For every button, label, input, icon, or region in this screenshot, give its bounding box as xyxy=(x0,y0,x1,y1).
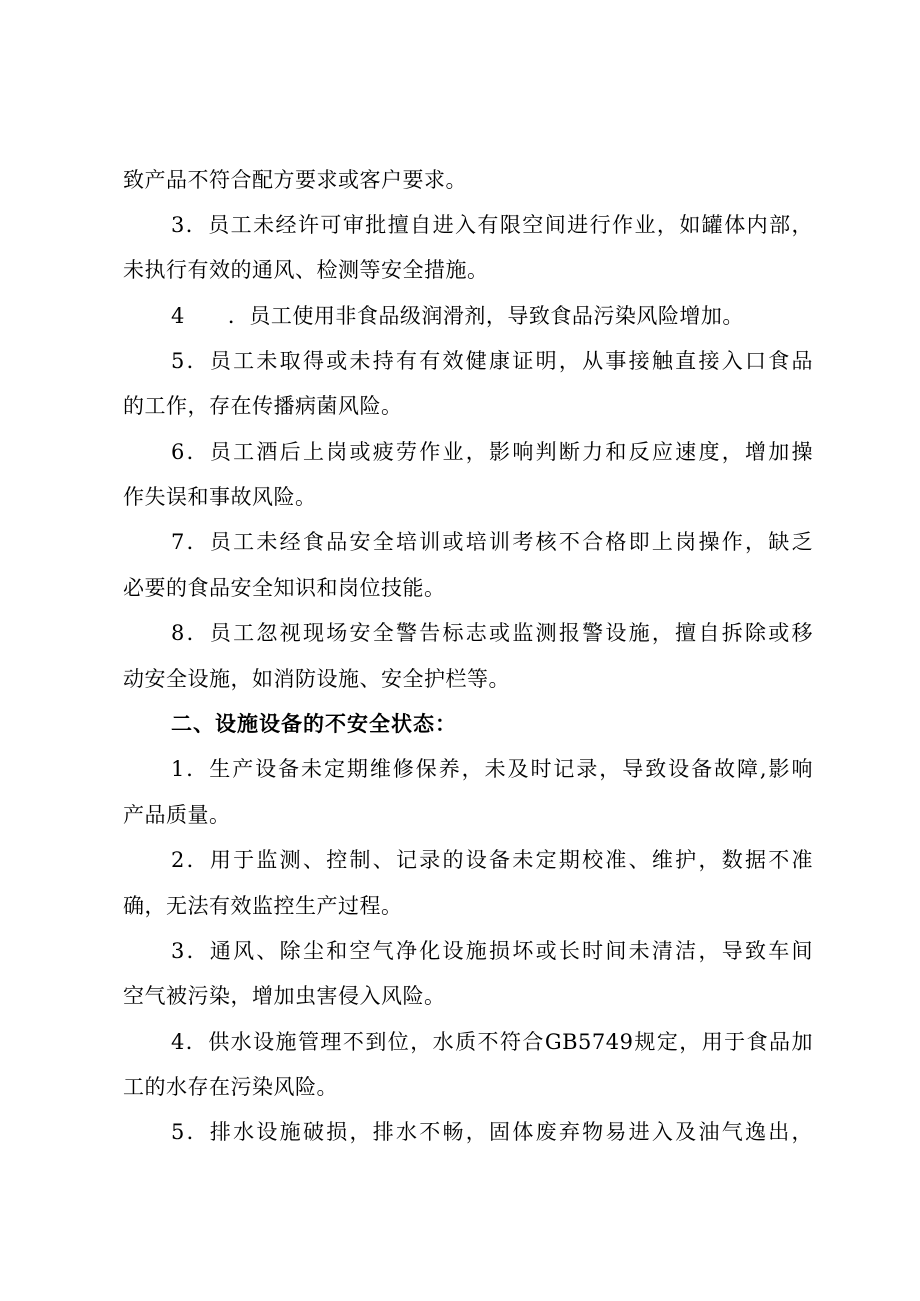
item-2-equipment-line-1: 2．用于监测、控制、记录的设备未定期校准、维护，数据不准 xyxy=(171,848,813,872)
item-5-staff-line-2: 的工作，存在传播病菌风险。 xyxy=(123,394,403,418)
section-heading-equipment: 二、设施设备的不安全状态： xyxy=(171,712,457,736)
item-6-staff-line-1: 6．员工酒后上岗或疲劳作业，影响判断力和反应速度，增加操 xyxy=(171,440,813,464)
item-4-equipment-line-1: 4．供水设施管理不到位，水质不符合GB5749规定，用于食品加 xyxy=(171,1030,813,1054)
item-5-staff-line-1: 5．员工未取得或未持有有效健康证明，从事接触直接入口食品 xyxy=(171,349,813,373)
item-3-staff-line-1: 3．员工未经许可审批擅自进入有限空间进行作业，如罐体内部， xyxy=(171,213,813,237)
item-8-staff-line-1: 8．员工忽视现场安全警告标志或监测报警设施，擅自拆除或移 xyxy=(171,621,813,645)
item-4-equipment-line-2: 工的水存在污染风险。 xyxy=(123,1075,338,1099)
item-2-equipment-line-2: 确，无法有效监控生产过程。 xyxy=(123,894,403,918)
item-3-equipment-line-2: 空气被污染，增加虫害侵入风险。 xyxy=(123,984,446,1008)
item-3-equipment-line-1: 3．通风、除尘和空气净化设施损坏或长时间未清洁，导致车间 xyxy=(171,939,813,963)
item-5-equipment-line-1: 5．排水设施破损，排水不畅，固体废弃物易进入及油气逸出， xyxy=(171,1120,813,1144)
item-1-equipment-line-2: 产品质量。 xyxy=(123,803,231,827)
item-8-staff-line-2: 动安全设施，如消防设施、安全护栏等。 xyxy=(123,667,510,691)
item-3-staff-line-2: 未执行有效的通风、检测等安全措施。 xyxy=(123,258,489,282)
item-4-staff-line-1: 4 ．员工使用非食品级润滑剂，导致食品污染风险增加。 xyxy=(171,304,744,328)
item-7-staff-line-2: 必要的食品安全知识和岗位技能。 xyxy=(123,576,446,600)
text-line-1: 致产品不符合配方要求或客户要求。 xyxy=(123,168,467,192)
item-7-staff-line-1: 7．员工未经食品安全培训或培训考核不合格即上岗操作，缺乏 xyxy=(171,530,813,554)
item-1-equipment-line-1: 1．生产设备未定期维修保养，未及时记录，导致设备故障,影响 xyxy=(171,757,813,781)
item-6-staff-line-2: 作失误和事故风险。 xyxy=(123,485,317,509)
